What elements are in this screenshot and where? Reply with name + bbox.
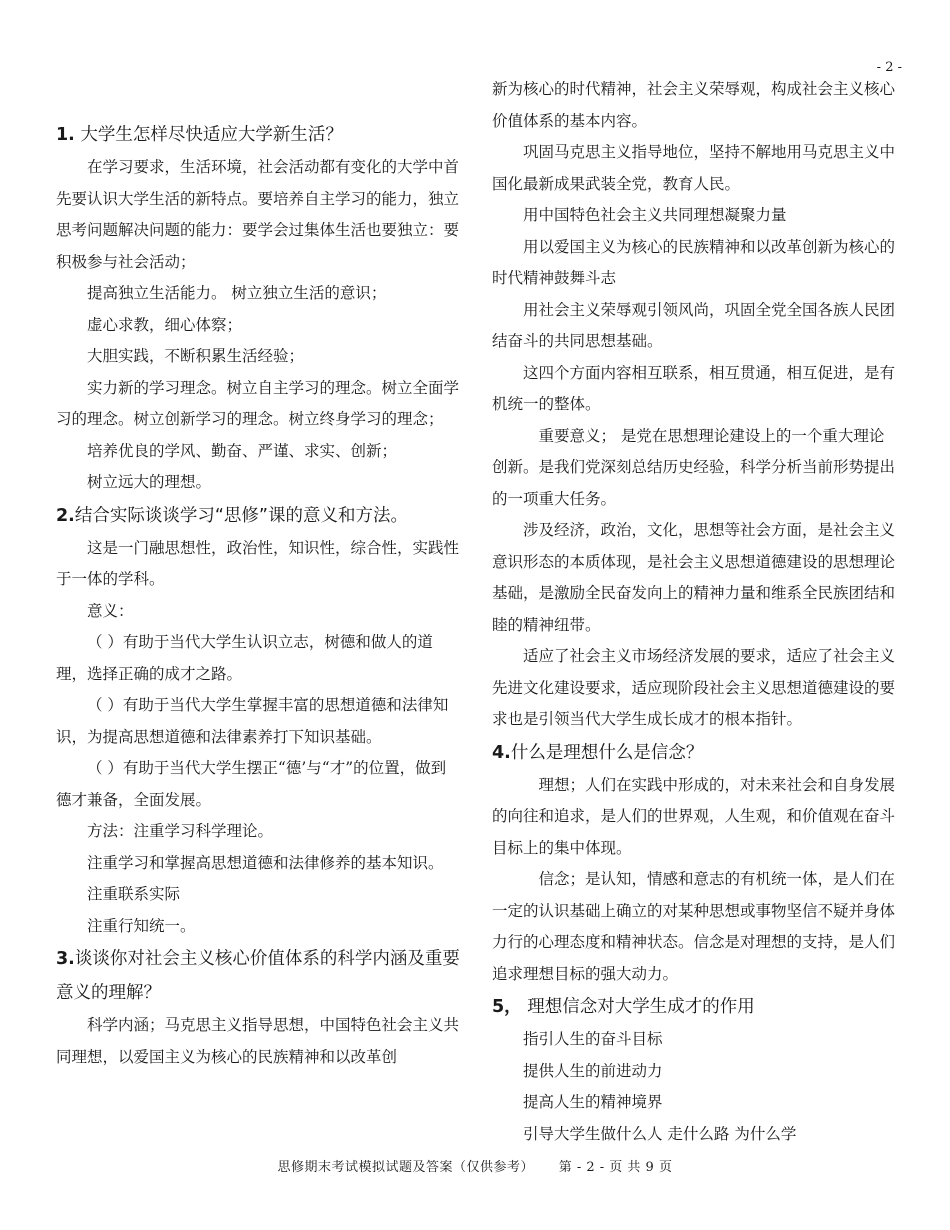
question-title: 什么是理想什么是信念？ xyxy=(510,742,704,763)
paragraph: 培养优良的学风、勤奋、严谨、求实、创新； xyxy=(87,441,398,460)
question-number: 5， xyxy=(492,997,522,1017)
question-1-heading xyxy=(56,118,460,152)
paragraph: 注重学习和掌握高思想道德和法律修养的基本知识。 xyxy=(87,853,444,872)
paragraph: 虚心求教，细心体察； xyxy=(87,315,243,334)
question-title: 大学生怎样尽快适应大学新生活？ xyxy=(80,125,343,145)
paragraph: 理想；人们在实践中形成的，对未来社会和自身发展的向往和追求，是人们的世界观，人生观，和价值观在奋斗目标上的集中体现。 xyxy=(492,775,896,857)
question-title: 理想信念对大学生成才的作用 xyxy=(527,997,755,1017)
paragraph: （ ）有助于当代大学生摆正“德’与“才”的位置，做到德才兼备，全面发展。 xyxy=(56,759,447,809)
footer-page-info: 第 - 2 - 页 共 9 页 xyxy=(558,1160,673,1175)
question-title: 结合实际谈谈学习“思修”课的意义和方法。 xyxy=(74,505,408,526)
left-column xyxy=(56,118,460,1073)
question-number: 1. xyxy=(56,125,75,145)
list-item: 提供人生的前进动力 xyxy=(523,1061,663,1080)
paragraph: 科学内涵；马克思主义指导思想，中国特色社会主义共同理想，以爱国主义为核心的民族精神和以改革创 xyxy=(56,1016,460,1066)
paragraph: （ ）有助于当代大学生认识立志，树德和做人的道理，选择正确的成才之路。 xyxy=(56,633,433,683)
paragraph: 这是一门融思想性，政治性，知识性，综合性，实践性于一体的学科。 xyxy=(56,538,460,588)
question-number: 4. xyxy=(492,742,511,763)
paragraph: 意义： xyxy=(87,601,134,620)
paragraph: 用社会主义荣辱观引领风尚，巩固全党全国各族人民团结奋斗的共同思想基础。 xyxy=(492,300,896,350)
paragraph: 注重联系实际 xyxy=(87,885,181,903)
paragraph: 新为核心的时代精神，社会主义荣辱观，构成社会主义核心价值体系的基本内容。 xyxy=(492,80,896,130)
question-number: 3. xyxy=(56,949,75,969)
paragraph: 信念；是认知，情感和意志的有机统一体，是人们在一定的认识基础上确立的对某种思想或事物坚信不疑并身体力行的心理态度和精神状态。信念是对理想的支持，是人们追求理想目标的强大动力。 xyxy=(492,870,896,983)
paragraph: 实力新的学习理念。树立自主学习的理念。树立全面学习的理念。树立创新学习的理念。树立终身学习的理念； xyxy=(56,378,460,428)
paragraph: 重要意义； 是党在思想理论建设上的一个重大理论创新。是我们党深刻总结历史经验，科学分析当前形势提出的一项重大任务。 xyxy=(492,426,896,508)
paragraph: 方法：注重学习科学理论。 xyxy=(87,822,274,840)
paragraph: 树立远大的理想。 xyxy=(87,473,212,491)
list-item: 提高人生的精神境界 xyxy=(523,1093,663,1111)
paragraph: （ ）有助于当代大学生掌握丰富的思想道德和法律知识，为提高思想道德和法律素养打下知识基础。 xyxy=(56,696,449,746)
question-2-heading xyxy=(56,499,460,533)
footer-doc-title: 思修期末考试模拟试题及答案（仅供参考） xyxy=(277,1160,535,1175)
paragraph: 用中国特色社会主义共同理想凝聚力量 xyxy=(523,206,787,224)
list-item: 指引人生的奋斗目标 xyxy=(523,1030,663,1048)
page-number-top: - 2 - xyxy=(876,60,902,75)
list-item: 引导大学生做什么人 走什么路 为什么学 xyxy=(523,1124,797,1143)
paragraph: 大胆实践，不断积累生活经验； xyxy=(87,347,305,365)
page-footer xyxy=(0,1156,950,1175)
paragraph: 在学习要求，生活环境，社会活动都有变化的大学中首先要认识大学生活的新特点。要培养自主学习的能力，独立思考问题解决问题的能力：要学会过集体生活也要独立：要积极参与社会活动； xyxy=(56,158,460,271)
question-title: 谈谈你对社会主义核心价值体系的科学内涵及重要意义的理解？ xyxy=(56,949,460,1003)
right-column xyxy=(492,74,896,1150)
question-3-heading xyxy=(56,942,460,1010)
paragraph: 巩固马克思主义指导地位，坚持不解地用马克思主义中国化最新成果武装全党，教育人民。 xyxy=(492,143,896,193)
paragraph: 提高独立生活能力。 树立独立生活的意识； xyxy=(87,284,387,302)
paragraph: 注重行知统一。 xyxy=(87,916,196,935)
paragraph: 适应了社会主义市场经济发展的要求，适应了社会主义先进文化建设要求，适应现阶段社会主义思想道德建设的要求也是引领当代大学生成长成才的根本指针。 xyxy=(492,647,896,728)
paragraph: 这四个方面内容相互联系，相互贯通，相互促进，是有机统一的整体。 xyxy=(492,363,896,413)
paragraph: 涉及经济，政治，文化，思想等社会方面，是社会主义意识形态的本质体现，是社会主义思想道德建设的思想理论基础，是激励全民奋发向上的精神力量和维系全民族团结和睦的精神纽带。 xyxy=(492,521,896,634)
question-4-heading xyxy=(492,736,896,770)
paragraph: 用以爱国主义为核心的民族精神和以改革创新为核心的时代精神鼓舞斗志 xyxy=(492,237,896,287)
question-number: 2. xyxy=(56,505,75,526)
question-5-heading xyxy=(492,990,896,1024)
